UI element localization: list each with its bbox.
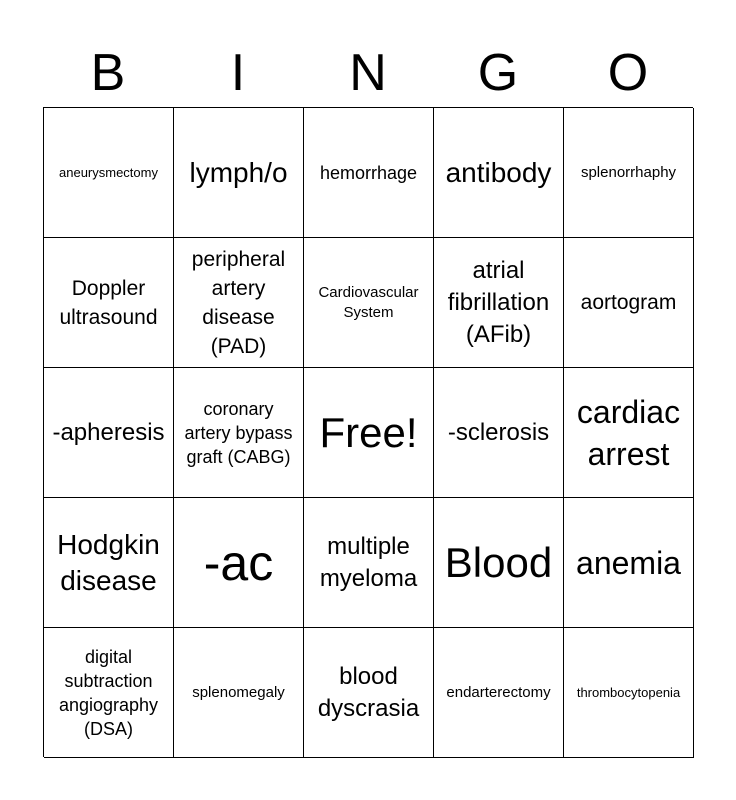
cell-text: digital subtraction angiography (DSA) (58, 646, 159, 739)
bingo-cell[interactable] (564, 368, 694, 498)
bingo-cell[interactable] (434, 368, 564, 498)
bingo-cell[interactable] (174, 238, 304, 368)
cell-text: endarterectomy (446, 683, 551, 701)
header-letter-b: B (90, 44, 126, 102)
bingo-cell[interactable] (564, 628, 694, 758)
cell-text: splenorrhaphy (580, 163, 677, 181)
cell-text: aneurysmectomy (59, 164, 158, 180)
bingo-cell[interactable] (434, 238, 564, 368)
header-letter-i: I (230, 44, 246, 102)
cell-text: aortogram (580, 291, 677, 314)
cell-text: thrombocytopenia (576, 684, 681, 700)
bingo-cell[interactable] (304, 628, 434, 758)
cell-text: multiple myeloma (319, 532, 418, 592)
bingo-cell[interactable] (304, 498, 434, 628)
bingo-cell[interactable] (434, 108, 564, 238)
bingo-cell[interactable] (44, 498, 174, 628)
bingo-cell[interactable] (174, 108, 304, 238)
cell-text: Blood (444, 538, 553, 586)
cell-text: cardiac arrest (576, 393, 681, 472)
bingo-cell[interactable] (434, 498, 564, 628)
bingo-cell[interactable] (304, 108, 434, 238)
cell-text: -apheresis (52, 418, 165, 446)
bingo-cell[interactable] (44, 238, 174, 368)
cell-text: Hodgkin disease (57, 528, 160, 596)
bingo-cell[interactable] (44, 368, 174, 498)
header-letter-o: O (607, 44, 649, 102)
bingo-cell[interactable] (564, 498, 694, 628)
cell-text: -sclerosis (447, 418, 550, 446)
cell-text: anemia (576, 544, 681, 581)
cell-text: blood dyscrasia (317, 662, 420, 722)
bingo-cell[interactable] (434, 628, 564, 758)
cell-text: splenomegaly (192, 683, 285, 701)
cell-text: atrial fibrillation (AFib) (447, 256, 550, 348)
bingo-cell[interactable] (304, 238, 434, 368)
bingo-cell[interactable] (174, 498, 304, 628)
cell-text: peripheral artery disease (PAD) (191, 247, 286, 358)
cell-text: antibody (445, 156, 552, 188)
cell-text: Free! (319, 408, 418, 456)
bingo-cell[interactable] (564, 108, 694, 238)
bingo-cell[interactable] (44, 628, 174, 758)
bingo-cell[interactable] (174, 628, 304, 758)
bingo-cell[interactable] (304, 368, 434, 498)
bingo-cell[interactable] (564, 238, 694, 368)
header-letter-n: N (349, 44, 387, 102)
cell-text: Cardiovascular System (318, 283, 419, 321)
cell-text: coronary artery bypass graft (CABG) (184, 398, 293, 467)
cell-text: hemorrhage (319, 162, 418, 183)
cell-text: Doppler ultrasound (59, 276, 158, 329)
bingo-header (43, 38, 693, 108)
bingo-cell[interactable] (174, 368, 304, 498)
cell-text: lymph/o (189, 156, 288, 188)
cell-text: -ac (203, 534, 274, 591)
header-letter-g: G (477, 44, 519, 102)
bingo-card-grid (43, 107, 693, 757)
bingo-cell[interactable] (44, 108, 174, 238)
